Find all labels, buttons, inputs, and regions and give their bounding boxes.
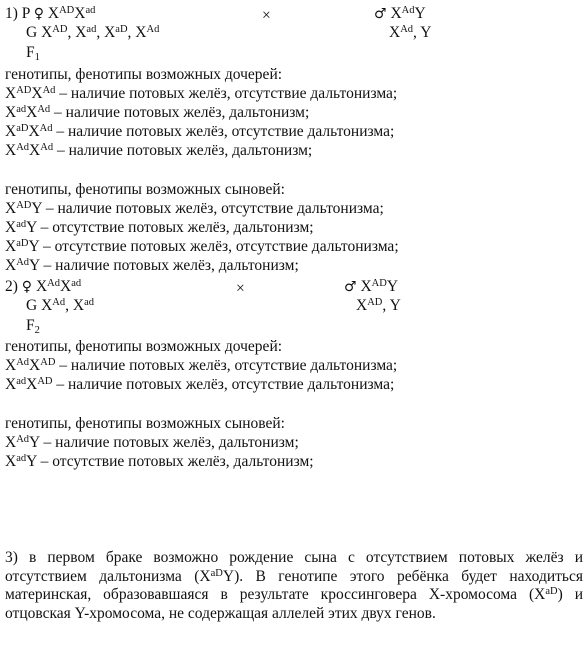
allele-letter: X xyxy=(390,5,402,22)
allele-superscript: AD xyxy=(16,85,32,96)
allele-superscript: AD xyxy=(367,297,383,308)
cross2-father xyxy=(344,278,398,296)
allele-letter: X xyxy=(72,297,85,314)
allele-superscript: Ad xyxy=(16,142,30,153)
allele-letter: X xyxy=(28,123,40,140)
genotype-row xyxy=(5,219,314,236)
cross2-times-sign: × xyxy=(236,280,245,297)
allele-letter: X xyxy=(5,123,17,140)
allele-letter: X xyxy=(31,85,43,102)
phenotype-text: – отсутствие потовых желёз, дальтонизм; xyxy=(36,219,314,236)
allele-letter: X xyxy=(26,104,38,121)
allele-letter: Y xyxy=(389,297,401,314)
allele-superscript: Ad xyxy=(42,85,56,96)
cross1-offspring-label xyxy=(26,44,40,61)
conclusion-gene-2 xyxy=(534,586,557,603)
conclusion-text-3: ) и отцовская Y-хромосома, не содержащая аллелей этих двух генов. xyxy=(5,586,583,622)
allele-letter: X xyxy=(41,24,53,41)
allele-letter: X xyxy=(29,357,41,374)
cross1-parents-line xyxy=(5,5,95,23)
cross2-father-genotype xyxy=(360,278,398,295)
genotype xyxy=(5,257,40,274)
male-symbol-icon: ♂ xyxy=(344,279,357,295)
female-symbol-icon: ♀ xyxy=(33,6,44,22)
male-symbol-icon: ♂ xyxy=(374,6,387,22)
cross1-number: 1) P xyxy=(5,5,30,22)
cross1-gametes-line xyxy=(26,24,159,41)
genotype xyxy=(5,376,53,393)
allele-letter: Y xyxy=(420,24,432,41)
cross1-father xyxy=(374,5,426,23)
cross1-father-genotype xyxy=(390,5,425,22)
genotype xyxy=(5,357,55,374)
cross1-mother-genotype xyxy=(48,5,96,22)
cross2-parents-line xyxy=(5,278,81,296)
genotype-row xyxy=(5,200,384,217)
allele-superscript: Ad xyxy=(40,142,54,153)
allele-letter: X xyxy=(5,238,17,255)
allele-letter: Y xyxy=(222,567,235,585)
allele-letter: X xyxy=(5,357,17,374)
allele-letter: X xyxy=(534,586,546,603)
allele-letter: X xyxy=(26,376,38,393)
cross2-number: 2) xyxy=(5,278,18,295)
allele-letter: X xyxy=(75,24,87,41)
genotype xyxy=(5,104,50,121)
allele-letter: X xyxy=(5,142,17,159)
allele-superscript: Ad xyxy=(16,257,30,268)
cross2-mother-gametes: $X^{Ad}$, $X^{ad}$ xyxy=(41,297,94,314)
genotype xyxy=(5,219,37,236)
allele-letter: X xyxy=(356,297,368,314)
allele-superscript: AD xyxy=(37,376,53,387)
genotype-row xyxy=(5,238,399,255)
genotype-row xyxy=(5,453,314,470)
allele-letter: X xyxy=(5,104,17,121)
allele-letter: X xyxy=(5,85,17,102)
allele-superscript: Ad xyxy=(52,297,66,308)
allele-superscript: ad xyxy=(84,297,94,308)
allele-superscript: Ad xyxy=(146,24,160,35)
offspring-subscript: 2 xyxy=(34,325,40,336)
genotype-row xyxy=(5,357,397,374)
phenotype-text: – наличие потовых желёз, дальтонизм; xyxy=(50,104,310,121)
conclusion-text-1: 3) в первом браке возможно рождение сына с отсутствием потовых желёз и отсутствием дальтонизма ( xyxy=(5,549,583,585)
allele-letter: X xyxy=(5,257,17,274)
genotype xyxy=(5,453,37,470)
phenotype-text: – наличие потовых желёз, дальтонизм; xyxy=(39,257,299,274)
genotype-row xyxy=(5,257,299,274)
genotype-row xyxy=(5,85,397,102)
allele-letter: X xyxy=(35,278,48,295)
phenotype-text: – отсутствие потовых желёз, отсутствие дальтонизма; xyxy=(39,238,399,255)
cross2-mother-genotype xyxy=(36,278,81,295)
allele-superscript: Ad xyxy=(37,104,51,115)
allele-letter: X xyxy=(5,200,17,217)
offspring-letter: F xyxy=(26,44,35,61)
allele-superscript: ad xyxy=(71,278,82,289)
phenotype-text: – наличие потовых желёз, отсутствие дальтонизма; xyxy=(42,200,384,217)
allele-superscript: Ad xyxy=(16,434,30,445)
allele-superscript: aD xyxy=(210,567,223,579)
allele-superscript: Ad xyxy=(401,5,415,16)
phenotype-text: – наличие потовых желёз, отсутствие дальтонизма; xyxy=(55,357,398,374)
allele-superscript: aD xyxy=(115,24,128,35)
allele-letter: X xyxy=(5,219,17,236)
allele-letter: X xyxy=(360,278,372,295)
genotype xyxy=(5,142,53,159)
conclusion-gene-1 xyxy=(199,568,234,585)
genotype-row xyxy=(5,434,299,451)
allele-letter: Y xyxy=(26,453,37,470)
conclusion-text-2: ). В генотипе этого ребёнка будет находиться материнская, образовавшаяся в результате кроссинговера Х-хромосома ( xyxy=(5,567,583,603)
allele-letter: Y xyxy=(29,434,40,451)
allele-letter: Y xyxy=(414,5,426,22)
allele-letter: Y xyxy=(31,200,42,217)
phenotype-text: – наличие потовых желёз, дальтонизм; xyxy=(53,142,313,159)
allele-superscript: AD xyxy=(52,24,68,35)
allele-superscript: aD xyxy=(16,123,29,134)
cross2-gametes-line xyxy=(26,297,94,314)
cross2-offspring-label xyxy=(26,317,40,334)
allele-superscript: ad xyxy=(16,453,27,464)
genotype xyxy=(5,85,55,102)
allele-superscript: AD xyxy=(371,278,387,289)
allele-superscript: AD xyxy=(16,200,32,211)
female-symbol-icon: ♀ xyxy=(21,279,33,295)
cross2-daughters-title: генотипы, фенотипы возможных дочерей: xyxy=(5,338,283,355)
phenotype-text: – наличие потовых желёз, отсутствие дальтонизма; xyxy=(52,376,395,393)
allele-superscript: ad xyxy=(85,5,96,16)
offspring-letter: F xyxy=(26,317,35,334)
genotype xyxy=(5,200,42,217)
cross2-gametes-label: G xyxy=(26,297,38,314)
allele-superscript: ad xyxy=(86,24,97,35)
allele-superscript: AD xyxy=(59,5,75,16)
allele-letter: Y xyxy=(26,219,37,236)
allele-letter: X xyxy=(74,5,86,22)
conclusion-paragraph xyxy=(5,549,583,623)
allele-letter: X xyxy=(29,142,41,159)
cross1-times-sign: × xyxy=(262,7,271,24)
phenotype-text: – наличие потовых желёз, дальтонизм; xyxy=(39,434,299,451)
genotype-row xyxy=(5,142,312,159)
allele-letter: X xyxy=(389,24,401,41)
genotype-row xyxy=(5,104,309,121)
phenotype-text: – наличие потовых желёз, отсутствие дальтонизма; xyxy=(55,85,398,102)
genotype-row xyxy=(5,376,394,393)
allele-letter: X xyxy=(199,567,211,585)
allele-superscript: aD xyxy=(16,238,29,249)
allele-letter: X xyxy=(5,434,17,451)
allele-superscript: aD xyxy=(545,586,558,597)
allele-letter: X xyxy=(5,376,17,393)
genotype xyxy=(5,123,53,140)
offspring-subscript: 1 xyxy=(34,52,40,63)
allele-superscript: AD xyxy=(40,357,56,368)
allele-superscript: ad xyxy=(16,219,27,230)
cross1-daughters-title: генотипы, фенотипы возможных дочерей: xyxy=(5,66,283,83)
allele-letter: X xyxy=(41,297,53,314)
allele-letter: X xyxy=(104,24,116,41)
cross1-gametes-label: G xyxy=(26,24,38,41)
allele-superscript: Ad xyxy=(16,357,30,368)
cross1-father-gametes: $X^{Ad}$, Y xyxy=(389,24,432,41)
cross2-father-gametes: $X^{AD}$, Y xyxy=(356,297,401,314)
cross1-sons-title: генотипы, фенотипы возможных сыновей: xyxy=(5,181,285,198)
allele-letter: X xyxy=(59,278,72,295)
allele-superscript: ad xyxy=(16,376,27,387)
allele-letter: X xyxy=(47,5,60,22)
genotype-row xyxy=(5,123,394,140)
allele-letter: Y xyxy=(28,238,40,255)
allele-superscript: Ad xyxy=(400,24,414,35)
genotype xyxy=(5,238,39,255)
allele-superscript: Ad xyxy=(47,278,60,289)
allele-letter: Y xyxy=(386,278,399,295)
allele-superscript: Ad xyxy=(39,123,53,134)
phenotype-text: – отсутствие потовых желёз, дальтонизм; xyxy=(36,453,314,470)
phenotype-text: – наличие потовых желёз, отсутствие дальтонизма; xyxy=(52,123,395,140)
genotype xyxy=(5,434,40,451)
allele-superscript: ad xyxy=(16,104,27,115)
cross1-mother-gametes: $X^{AD}$, $X^{ad}$, $X^{aD}$, $X^{Ad}$ xyxy=(41,24,160,41)
allele-letter: X xyxy=(135,24,147,41)
allele-letter: X xyxy=(5,453,17,470)
allele-letter: Y xyxy=(29,257,40,274)
cross2-sons-title: генотипы, фенотипы возможных сыновей: xyxy=(5,415,285,432)
